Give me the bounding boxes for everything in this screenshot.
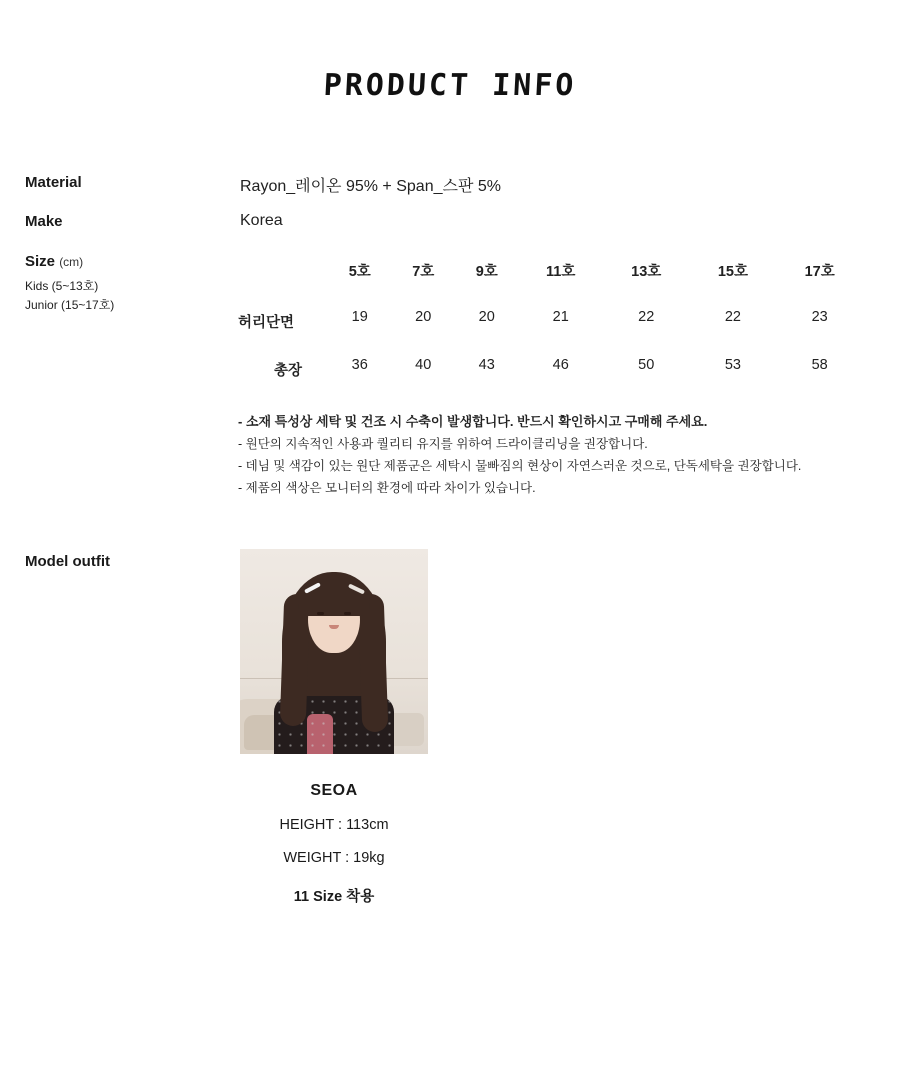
make-label: Make: [25, 213, 63, 230]
size-table: [238, 252, 863, 395]
size-cell: 20: [478, 309, 495, 325]
care-note: - 제품의 색상은 모니터의 환경에 따라 차이가 있습니다.: [238, 481, 536, 495]
size-col-header: 13호: [631, 264, 662, 280]
size-row-label: 총장: [273, 362, 302, 379]
size-cell: 23: [811, 309, 828, 325]
size-sub-kids: Kids (5~13호): [25, 279, 99, 293]
size-cell: 40: [415, 357, 432, 373]
size-cell: 22: [724, 309, 741, 325]
size-cell: 46: [552, 357, 569, 373]
size-label-unit: (cm): [59, 255, 84, 269]
photo-eye-right: [344, 612, 351, 615]
table-row: [238, 299, 863, 347]
material-label: Material: [25, 174, 82, 191]
care-note: - 데님 및 색감이 있는 원단 제품군은 세탁시 물빠짐의 현상이 자연스러운 것으로, 단독세탁을 권장합니다.: [238, 459, 802, 473]
size-cell: 36: [351, 357, 368, 373]
size-label: Size: [25, 253, 56, 270]
care-note: - 원단의 지속적인 사용과 퀄리티 유지를 위하여 드라이클리닝을 권장합니다.: [238, 437, 648, 451]
size-sub-junior: Junior (15~17호): [25, 298, 115, 312]
model-photo: [240, 549, 428, 754]
size-cell: 43: [478, 357, 495, 373]
size-table-corner: [238, 252, 328, 299]
model-size-worn: 11 Size 착용: [293, 889, 375, 905]
size-cell: 20: [415, 309, 432, 325]
size-col-header: 17호: [804, 264, 835, 280]
page-title: PRODUCT INFO: [322, 68, 578, 103]
make-row: [25, 212, 900, 230]
material-value: Rayon_레이온 95% + Span_스판 5%: [240, 178, 501, 195]
size-row: [25, 252, 900, 395]
size-col-header: 11호: [546, 264, 576, 280]
size-table-header-row: [238, 252, 863, 299]
model-outfit-label: Model outfit: [25, 553, 110, 570]
care-note: - 소재 특성상 세탁 및 건조 시 수축이 발생합니다. 반드시 확인하시고 구매해 주세요.: [238, 414, 708, 429]
size-cell: 22: [638, 309, 655, 325]
size-col-header: 15호: [717, 264, 748, 280]
model-outfit-content: [240, 549, 900, 906]
table-row: [238, 347, 863, 395]
size-table-wrap: [240, 252, 900, 395]
product-info-block: [0, 173, 900, 499]
size-col-header: 9호: [475, 264, 498, 280]
size-cell: 21: [552, 309, 569, 325]
model-name: SEOA: [310, 782, 358, 799]
size-cell: 58: [811, 357, 828, 373]
size-row-label: 허리단면: [238, 314, 295, 331]
size-cell: 19: [351, 309, 368, 325]
model-outfit-block: [0, 549, 900, 906]
make-value: Korea: [240, 212, 283, 229]
size-col-header: 7호: [412, 264, 435, 280]
size-cell: 50: [638, 357, 655, 373]
model-height: HEIGHT : 113cm: [279, 817, 389, 833]
size-label-line: [25, 253, 240, 270]
size-label-group: [25, 252, 240, 315]
photo-eye-left: [317, 612, 324, 615]
size-col-header: 5호: [348, 264, 371, 280]
care-notes: [238, 411, 900, 499]
size-cell: 53: [724, 357, 741, 373]
material-row: [25, 173, 900, 196]
model-weight: WEIGHT : 19kg: [283, 850, 385, 866]
